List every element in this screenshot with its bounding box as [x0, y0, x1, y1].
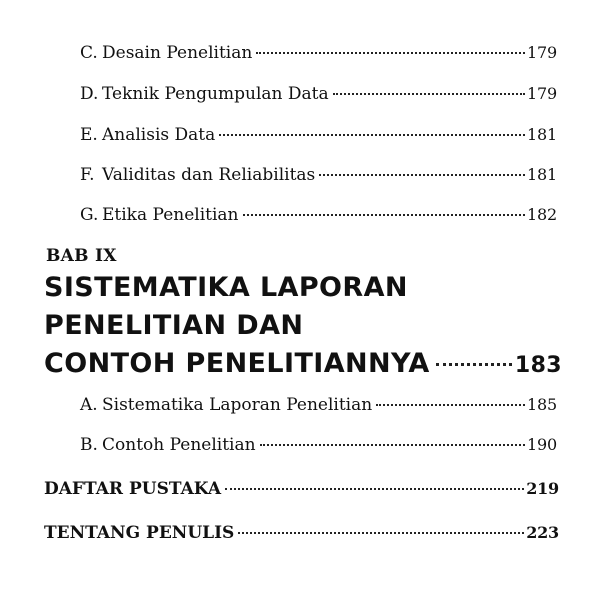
toc-entry-title: TENTANG PENULIS	[44, 523, 235, 543]
dot-leader	[260, 444, 525, 446]
toc-entry[interactable]	[80, 204, 557, 226]
chapter-page: 183	[514, 353, 562, 378]
chapter-label: BAB IX	[46, 246, 117, 266]
toc-entry-title: Analisis Data	[102, 125, 216, 145]
toc-entry-letter: B.	[80, 435, 98, 455]
toc-entry[interactable]	[80, 434, 557, 456]
chapter-title-line: SISTEMATIKA LAPORAN	[44, 272, 408, 303]
dot-leader	[243, 214, 526, 216]
dot-leader	[219, 134, 525, 136]
toc-entry-page: 185	[527, 395, 557, 414]
toc-entry-page: 181	[527, 125, 557, 144]
toc-entry-letter: E.	[80, 125, 98, 145]
toc-entry-title: Teknik Pengumpulan Data	[102, 84, 329, 104]
toc-entry-page: 190	[527, 435, 557, 454]
toc-entry-title: Desain Penelitian	[102, 43, 253, 63]
toc-entry[interactable]	[80, 394, 557, 416]
toc-entry-letter: C.	[80, 43, 98, 63]
toc-entry-page: 181	[527, 165, 557, 184]
dot-leader	[256, 52, 525, 54]
toc-entry-title: Etika Penelitian	[102, 205, 239, 225]
toc-entry-letter: D.	[80, 84, 99, 104]
toc-entry-letter: A.	[80, 395, 98, 415]
toc-entry-letter: F.	[80, 165, 95, 185]
dot-leader	[436, 363, 512, 366]
toc-entry-title: Sistematika Laporan Penelitian	[102, 395, 373, 415]
chapter-title-line: CONTOH PENELITIANNYA	[44, 348, 430, 379]
dot-leader	[319, 174, 525, 176]
toc-entry-back-matter[interactable]	[44, 478, 559, 500]
dot-leader	[225, 488, 524, 490]
dot-leader	[376, 404, 525, 406]
toc-entry-page: 219	[526, 479, 559, 498]
toc-entry[interactable]	[80, 83, 557, 105]
toc-entry-letter: G.	[80, 205, 99, 225]
toc-entry[interactable]	[80, 42, 557, 64]
toc-entry-title: Validitas dan Reliabilitas	[102, 165, 316, 185]
toc-entry-title: Contoh Penelitian	[102, 435, 256, 455]
toc-entry-page: 179	[527, 84, 557, 103]
toc-entry-page: 182	[527, 205, 557, 224]
toc-entry-page: 223	[526, 523, 559, 542]
toc-entry[interactable]	[80, 124, 557, 146]
toc-entry-page: 179	[527, 43, 557, 62]
toc-entry-back-matter[interactable]	[44, 522, 559, 544]
chapter-title-line: PENELITIAN DAN	[44, 310, 304, 341]
toc-entry[interactable]	[80, 164, 557, 186]
dot-leader	[333, 93, 525, 95]
chapter-title-entry[interactable]	[44, 346, 562, 384]
toc-entry-title: DAFTAR PUSTAKA	[44, 479, 222, 499]
dot-leader	[238, 532, 524, 534]
show-through-text	[380, 62, 384, 77]
